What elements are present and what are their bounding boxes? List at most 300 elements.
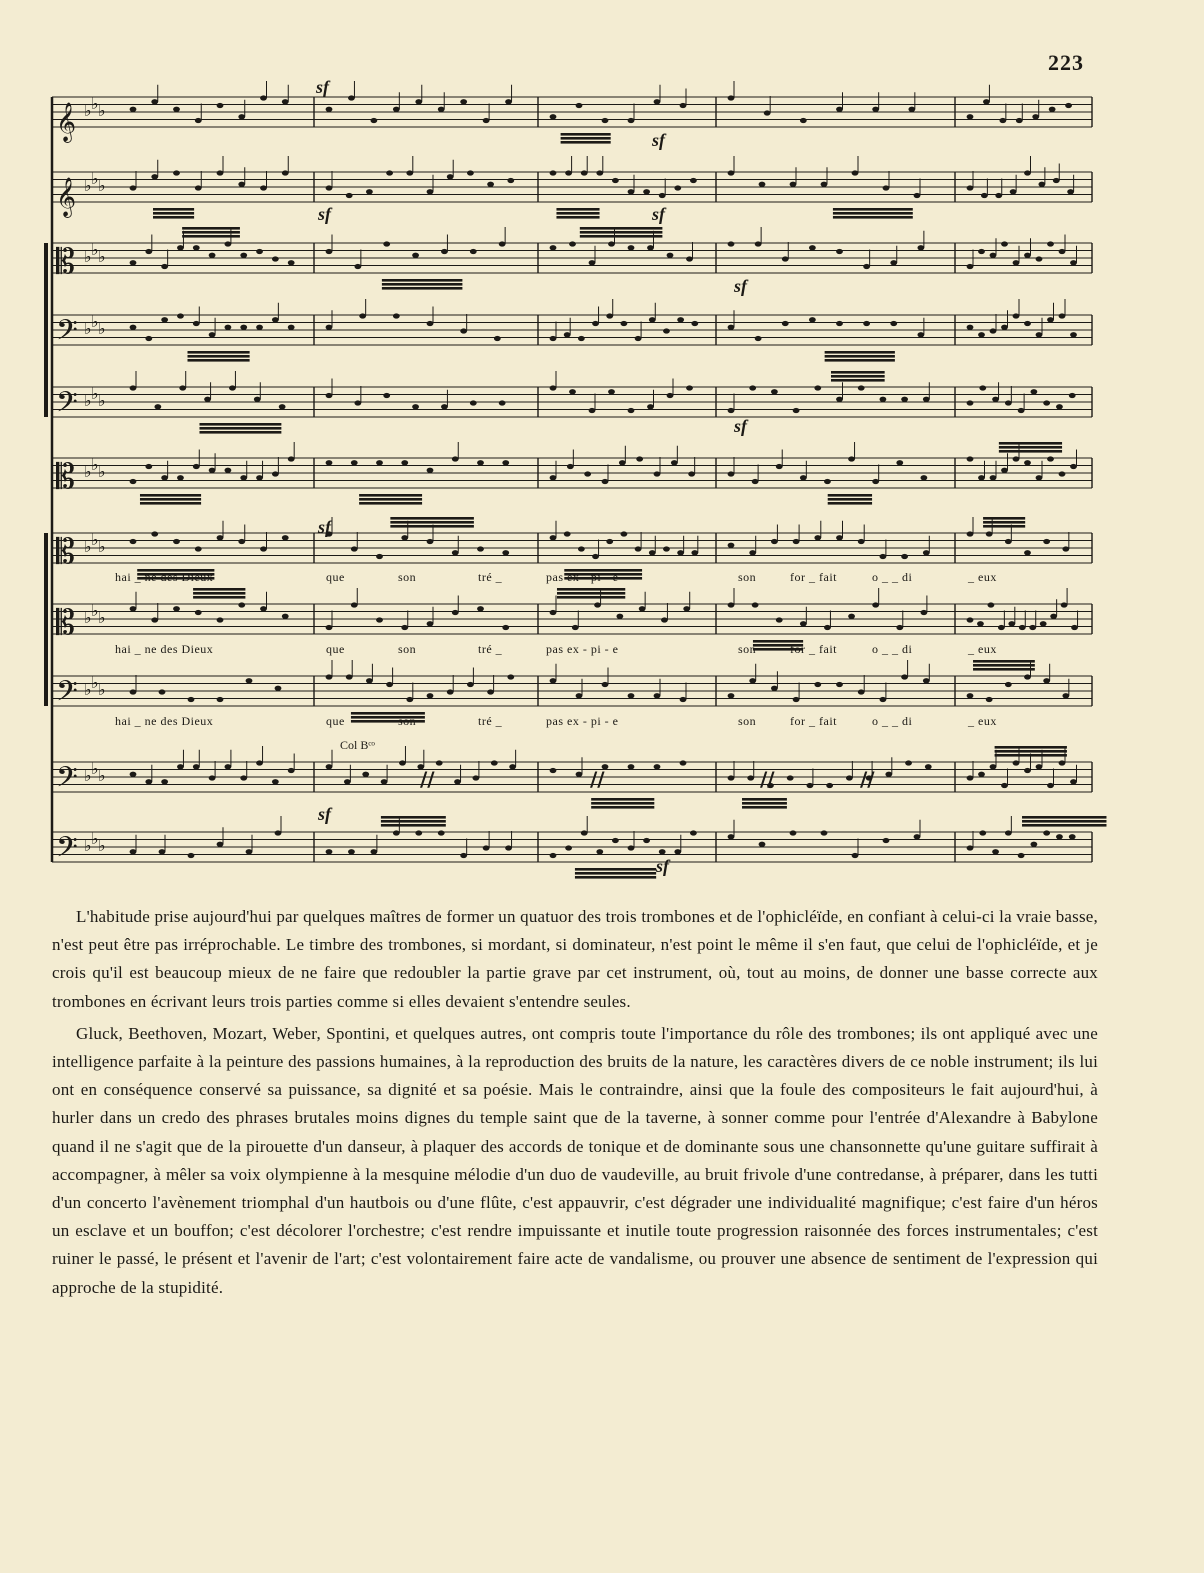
lyric-syllable: hai _ ne des Dieux	[115, 642, 214, 656]
tremolo-beam	[825, 355, 895, 358]
note-head	[1056, 404, 1063, 409]
note-head	[659, 849, 666, 854]
tremolo-beam	[382, 287, 463, 290]
note-head	[576, 693, 583, 698]
note-head	[1005, 400, 1012, 405]
note-head	[383, 241, 390, 246]
note-head	[667, 393, 674, 398]
tremolo-beam	[193, 596, 245, 599]
note-head	[467, 682, 474, 687]
note-head	[326, 674, 333, 679]
lyric-syllable: que	[326, 714, 345, 728]
note-head	[992, 397, 999, 402]
note-head	[366, 678, 373, 683]
note-head	[1001, 783, 1008, 788]
note-head	[643, 838, 650, 843]
note-head	[1016, 118, 1023, 123]
note-head	[151, 617, 158, 622]
note-head	[326, 764, 333, 769]
note-head	[441, 404, 448, 409]
tremolo-beam	[742, 802, 787, 805]
note-head	[362, 772, 369, 777]
note-head	[776, 464, 783, 469]
note-head	[209, 253, 216, 258]
note-head	[643, 189, 650, 194]
flat-glyph: ♭	[91, 384, 99, 403]
note-head	[477, 460, 484, 465]
note-head	[967, 617, 974, 622]
note-head	[1059, 760, 1066, 765]
note-head	[589, 260, 596, 265]
note-head	[1024, 674, 1031, 679]
note-head	[790, 830, 797, 835]
note-head	[483, 845, 490, 850]
note-head	[238, 539, 245, 544]
note-head	[592, 321, 599, 326]
note-head	[130, 772, 137, 777]
note-head	[674, 185, 681, 190]
note-head	[173, 170, 180, 175]
note-head	[920, 610, 927, 615]
lyric-syllable: tré _	[478, 714, 503, 728]
note-head	[415, 830, 422, 835]
note-head	[581, 170, 588, 175]
note-head	[238, 602, 245, 607]
dynamic-sf-2: sf	[652, 130, 665, 150]
note-head	[130, 325, 137, 330]
note-head	[460, 99, 467, 104]
note-head	[814, 385, 821, 390]
note-head	[635, 336, 642, 341]
note-head	[690, 830, 697, 835]
note-head	[901, 554, 908, 559]
note-head	[1013, 313, 1020, 318]
note-head	[477, 546, 484, 551]
flat-glyph: ♭	[98, 319, 106, 338]
note-head	[639, 606, 646, 611]
note-head	[771, 539, 778, 544]
note-head	[978, 772, 985, 777]
note-head	[1061, 602, 1068, 607]
tremolo-beam	[381, 824, 446, 827]
note-head	[1050, 614, 1057, 619]
note-head	[564, 332, 571, 337]
flat-glyph: ♭	[84, 462, 92, 481]
lyric-syllable: que	[326, 570, 345, 584]
note-head	[901, 397, 908, 402]
tremolo-beam	[561, 141, 611, 144]
note-head	[275, 686, 282, 691]
note-head	[628, 408, 635, 413]
note-head	[195, 546, 202, 551]
tremolo-beam	[182, 235, 240, 238]
note-head	[569, 241, 576, 246]
note-head	[654, 99, 661, 104]
note-head	[1018, 853, 1025, 858]
tremolo-beam	[1022, 816, 1106, 819]
note-head	[130, 689, 137, 694]
note-head	[225, 241, 232, 246]
note-head	[992, 849, 999, 854]
note-head	[596, 170, 603, 175]
note-head	[1062, 546, 1069, 551]
flat-glyph: ♭	[84, 391, 92, 410]
note-head	[401, 625, 408, 630]
lyric-syllable: for _ fait	[790, 714, 837, 728]
tremolo-beam	[557, 596, 625, 599]
lyric-syllable: pas ex - pi - e	[546, 642, 619, 656]
tremolo-beam	[557, 588, 625, 591]
note-head	[628, 845, 635, 850]
clef-glyph: 𝄡	[56, 242, 75, 282]
note-head	[584, 471, 591, 476]
dynamic-sf-4: sf	[652, 204, 665, 224]
note-head	[246, 678, 253, 683]
note-head	[550, 768, 557, 773]
note-head	[412, 253, 419, 258]
paragraph-2: Gluck, Beethoven, Mozart, Weber, Spontini, et quelques autres, ont compris toute l'importance du rôle des trombones; ils ont appliqué avec une intelligence parfaite à la peinture des passions humaines, à la reproduction des bruits de la nature, les caractères divers de ce noble instrument; ils lui ont en conséquence conservé sa puissance, sa dignité et sa poésie. Mais le contraindre, ainsi que la foule des compositeurs le fait aujourd'hui, à hurler dans un credo des phrases brutales moins dignes du temple saint que de la taverne, à sonner comme pour l'entrée d'Alexandre à Babylone quand il ne s'agit que de la pirouette d'un danseur, à plaquer des accords de tonique et de dominante sous une chansonnette qu'une guitare suffirait à accompagner, à mêler sa voix olympienne à la mesquine mélodie d'un duo de vaudeville, au bruit frivole d'une contredanse, à préparer, dans les tutti d'un concerto l'avènement triomphal d'un hautbois ou d'une flûte, c'est appauvrir, c'est dégrader une individualité magnifique; c'est faire d'un héros un esclave et un bouffon; c'est décolorer l'orchestre; c'est rendre impuissante et inutile toute progression raisonnée des forces instrumentales; c'est ruiner le passé, le présent et l'avenir de l'art; c'est volontairement faire acte de vandalisme, ou prouver une absence de sentiment de l'expression qui approche de la stupidité.	[52, 1023, 1098, 1297]
note-head	[814, 682, 821, 687]
note-head	[177, 313, 184, 318]
tremolo-beam	[983, 521, 1025, 524]
note-head	[427, 539, 434, 544]
note-head	[130, 385, 137, 390]
note-head	[1059, 249, 1066, 254]
repeat-slash-glyph: //	[590, 767, 605, 791]
lyric-syllable: son	[738, 570, 757, 584]
tremolo-beam	[188, 351, 250, 354]
note-head	[986, 697, 993, 702]
note-head	[680, 697, 687, 702]
tremolo-beam	[995, 750, 1067, 753]
note-head	[978, 332, 985, 337]
note-head	[880, 697, 887, 702]
note-head	[145, 249, 152, 254]
note-head	[836, 682, 843, 687]
note-head	[217, 535, 224, 540]
lyric-syllable: son	[738, 714, 757, 728]
flat-glyph: ♭	[91, 455, 99, 474]
note-head	[979, 385, 986, 390]
note-head	[858, 689, 865, 694]
note-head	[260, 185, 267, 190]
note-head	[1005, 539, 1012, 544]
note-head	[612, 838, 619, 843]
note-head	[550, 114, 557, 119]
flat-glyph: ♭	[84, 608, 92, 627]
note-head	[427, 693, 434, 698]
note-head	[505, 845, 512, 850]
note-head	[282, 99, 289, 104]
note-head	[628, 693, 635, 698]
clef-glyph: 𝄡	[56, 532, 75, 572]
note-head	[130, 479, 137, 484]
note-head	[990, 475, 997, 480]
note-head	[412, 404, 419, 409]
note-head	[690, 178, 697, 183]
note-head	[1047, 783, 1054, 788]
flat-glyph: ♭	[84, 247, 92, 266]
tremolo-beam	[382, 279, 463, 282]
note-head	[636, 456, 643, 461]
note-head	[550, 853, 557, 858]
flat-glyph: ♭	[91, 829, 99, 848]
tremolo-beam	[831, 371, 885, 374]
note-head	[905, 760, 912, 765]
tremolo-beam	[828, 502, 872, 505]
flat-glyph: ♭	[91, 759, 99, 778]
note-head	[923, 550, 930, 555]
flat-glyph: ♭	[84, 101, 92, 120]
note-head	[502, 625, 509, 630]
note-head	[848, 614, 855, 619]
tremolo-beam	[390, 525, 474, 528]
note-head	[438, 830, 445, 835]
note-head	[728, 471, 735, 476]
note-head	[999, 118, 1006, 123]
note-head	[890, 260, 897, 265]
note-head	[1043, 539, 1050, 544]
note-head	[130, 260, 137, 265]
note-head	[229, 385, 236, 390]
note-head	[354, 264, 361, 269]
note-head	[654, 693, 661, 698]
note-head	[872, 479, 879, 484]
flat-glyph: ♭	[98, 608, 106, 627]
note-head	[896, 625, 903, 630]
note-head	[728, 834, 735, 839]
note-head	[145, 464, 152, 469]
note-head	[821, 182, 828, 187]
note-head	[550, 336, 557, 341]
body-text	[52, 903, 1098, 1302]
note-head	[800, 118, 807, 123]
note-head	[256, 249, 263, 254]
note-head	[1038, 182, 1045, 187]
note-head	[130, 606, 137, 611]
tremolo-beam	[557, 592, 625, 595]
note-head	[151, 174, 158, 179]
note-head	[209, 468, 216, 473]
note-head	[691, 550, 698, 555]
note-head	[872, 602, 879, 607]
note-head	[1018, 408, 1025, 413]
note-head	[256, 760, 263, 765]
note-head	[452, 456, 459, 461]
note-head	[1036, 475, 1043, 480]
note-head	[967, 693, 974, 698]
note-head	[826, 783, 833, 788]
lyric-syllable: pas ex - pi - e	[546, 570, 619, 584]
lyric-syllable: son	[398, 714, 417, 728]
note-head	[246, 849, 253, 854]
tremolo-beam	[591, 806, 654, 809]
note-head	[728, 325, 735, 330]
note-head	[161, 317, 168, 322]
note-head	[967, 456, 974, 461]
tremolo-beam	[193, 588, 245, 591]
flat-glyph: ♭	[98, 766, 106, 785]
note-head	[550, 475, 557, 480]
note-head	[348, 95, 355, 100]
note-head	[755, 241, 762, 246]
note-head	[195, 610, 202, 615]
note-head	[981, 193, 988, 198]
lyric-syllable: son	[398, 570, 417, 584]
note-head	[1069, 393, 1076, 398]
note-head	[686, 385, 693, 390]
note-head	[925, 764, 932, 769]
note-head	[771, 389, 778, 394]
note-head	[649, 317, 656, 322]
note-head	[550, 678, 557, 683]
tremolo-beam	[199, 427, 281, 430]
tremolo-beam	[575, 876, 656, 879]
lyric-syllable: son	[398, 642, 417, 656]
note-head	[836, 397, 843, 402]
note-head	[677, 550, 684, 555]
note-head	[427, 468, 434, 473]
note-head	[755, 336, 762, 341]
flat-glyph: ♭	[98, 247, 106, 266]
note-head	[151, 99, 158, 104]
dynamic-sf-6: sf	[734, 416, 747, 436]
note-head	[1013, 760, 1020, 765]
note-head	[130, 107, 137, 112]
note-head	[872, 107, 879, 112]
note-head	[376, 617, 383, 622]
note-head	[1001, 325, 1008, 330]
note-head	[782, 256, 789, 261]
note-head	[793, 408, 800, 413]
note-head	[130, 185, 137, 190]
clef-glyph: 𝄢	[56, 314, 78, 354]
note-head	[1053, 178, 1060, 183]
tremolo-beam	[561, 133, 611, 136]
note-head	[1019, 625, 1026, 630]
note-head	[260, 606, 267, 611]
note-head	[565, 845, 572, 850]
note-head	[612, 178, 619, 183]
note-head	[260, 95, 267, 100]
tremolo-beam	[833, 212, 913, 215]
flat-glyph: ♭	[84, 319, 92, 338]
flat-glyph: ♭	[84, 680, 92, 699]
note-head	[858, 385, 865, 390]
note-head	[145, 336, 152, 341]
lyric-syllable: _ eux	[968, 570, 997, 584]
tremolo-beam	[382, 283, 463, 286]
tremolo-beam	[188, 355, 250, 358]
note-head	[383, 393, 390, 398]
note-head	[728, 602, 735, 607]
clef-glyph: 𝄡	[56, 457, 75, 497]
note-head	[1032, 114, 1039, 119]
repeat-slash-glyph: //	[760, 767, 775, 791]
note-head	[282, 614, 289, 619]
clef-glyph: 𝄢	[56, 386, 78, 426]
lyric-syllable: o _ _ di	[872, 714, 913, 728]
note-head	[470, 249, 477, 254]
note-head	[683, 606, 690, 611]
note-head	[1070, 332, 1077, 337]
note-head	[370, 118, 377, 123]
note-head	[376, 554, 383, 559]
note-head	[787, 775, 794, 780]
note-head	[883, 185, 890, 190]
tremolo-beam	[575, 868, 656, 871]
note-head	[602, 479, 609, 484]
note-head	[454, 779, 461, 784]
note-head	[193, 464, 200, 469]
note-head	[272, 317, 279, 322]
note-head	[890, 321, 897, 326]
note-head	[161, 475, 168, 480]
tremolo-beam	[199, 431, 281, 434]
note-head	[1049, 107, 1056, 112]
note-head	[1071, 625, 1078, 630]
tremolo-beam	[153, 216, 194, 219]
note-head	[836, 321, 843, 326]
note-head	[1059, 313, 1066, 318]
note-head	[576, 103, 583, 108]
note-head	[1036, 256, 1043, 261]
note-head	[346, 193, 353, 198]
note-head	[217, 103, 224, 108]
note-head	[438, 107, 445, 112]
note-head	[238, 182, 245, 187]
flat-glyph: ♭	[98, 537, 106, 556]
flat-glyph: ♭	[84, 836, 92, 855]
note-head	[606, 539, 613, 544]
clef-glyph: 𝄢	[56, 675, 78, 715]
note-head	[179, 385, 186, 390]
note-head	[979, 830, 986, 835]
dynamic-sf-5: sf	[734, 276, 747, 296]
note-head	[836, 249, 843, 254]
note-head	[452, 550, 459, 555]
tremolo-beam	[575, 872, 656, 875]
note-head	[824, 625, 831, 630]
flat-glyph: ♭	[84, 176, 92, 195]
note-head	[983, 99, 990, 104]
note-head	[370, 849, 377, 854]
note-head	[447, 174, 454, 179]
note-head	[728, 693, 735, 698]
tremolo-beam	[825, 351, 895, 354]
note-head	[628, 245, 635, 250]
note-head	[507, 178, 514, 183]
note-head	[225, 764, 232, 769]
note-head	[977, 621, 984, 626]
note-head	[776, 617, 783, 622]
note-head	[376, 460, 383, 465]
flat-glyph: ♭	[91, 240, 99, 259]
tremolo-beam	[999, 446, 1062, 449]
note-head	[393, 830, 400, 835]
group-bracket	[44, 533, 48, 706]
note-head	[173, 606, 180, 611]
tremolo-beam	[359, 502, 422, 505]
tremolo-beam	[828, 494, 872, 497]
note-head	[177, 764, 184, 769]
lyric-syllable: hai _ ne des Dieux	[115, 570, 214, 584]
note-head	[351, 460, 358, 465]
note-head	[326, 393, 333, 398]
note-head	[749, 550, 756, 555]
note-head	[917, 332, 924, 337]
note-head	[1024, 768, 1031, 773]
